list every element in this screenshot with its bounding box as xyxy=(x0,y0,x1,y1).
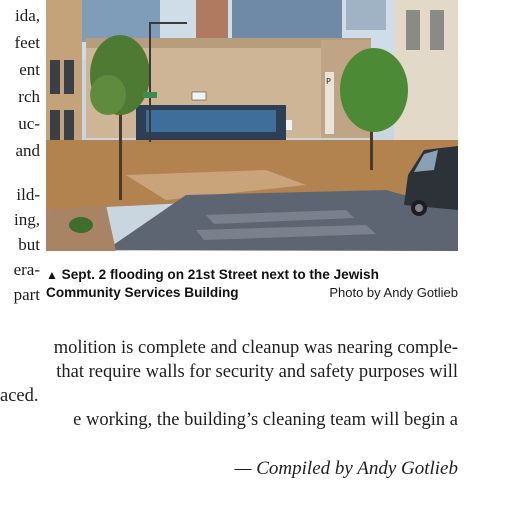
shrub xyxy=(69,217,93,233)
body-line xyxy=(0,336,458,360)
brick-tower xyxy=(196,0,228,40)
entrance-glass xyxy=(146,110,276,132)
distant-building xyxy=(346,0,386,30)
left-text-fragment: ent xyxy=(19,60,40,79)
left-text-fragment: ida, xyxy=(14,6,40,25)
left-text-fragment: uc- xyxy=(18,114,40,133)
body-line xyxy=(0,360,458,384)
glass-tower xyxy=(232,0,342,38)
left-text-fragment: rch xyxy=(18,87,40,106)
street-lamp-pole xyxy=(149,22,151,142)
body-line-text: aced. xyxy=(0,386,39,406)
building-window xyxy=(406,10,420,50)
caption-triangle-icon: ▲ xyxy=(46,268,58,282)
body-line xyxy=(0,384,458,408)
building-window xyxy=(64,60,74,94)
left-text-fragment: feet xyxy=(14,33,40,52)
photo-credit: Photo by Andy Gotlieb xyxy=(329,285,458,300)
banner-letter: P xyxy=(326,77,331,86)
body-line xyxy=(0,408,458,432)
left-text-fragment: but xyxy=(18,235,40,254)
street-sign xyxy=(143,92,157,98)
left-text-fragment: ing, xyxy=(14,210,40,229)
building-window xyxy=(430,10,444,50)
left-text-fragment: ild- xyxy=(16,185,40,204)
building-window xyxy=(64,110,74,140)
tree-canopy xyxy=(90,75,126,115)
car-hubcap xyxy=(415,204,423,212)
street-lamp-arm xyxy=(149,22,187,24)
caption-line-2 xyxy=(46,284,458,301)
building-window xyxy=(50,110,60,140)
flood-photo-illustration xyxy=(46,0,458,251)
caption-text-2: Community Services Building xyxy=(46,285,239,300)
tree-canopy xyxy=(340,48,408,132)
flood-photo xyxy=(46,0,458,251)
body-line-text: that require walls for security and safety purposes will xyxy=(56,362,458,382)
left-column-text xyxy=(0,0,40,310)
article-body xyxy=(0,336,458,432)
photo-caption xyxy=(46,266,458,301)
building-window xyxy=(50,60,60,94)
caption-line-1 xyxy=(46,266,458,284)
byline: — Compiled by Andy Gotlieb xyxy=(234,458,458,479)
left-text-fragment: era- xyxy=(13,260,40,279)
left-text-fragment: and xyxy=(15,141,40,160)
body-line-text: molition is complete and cleanup was nearing comple- xyxy=(53,338,458,358)
traffic-sign xyxy=(192,92,206,100)
caption-text-1: Sept. 2 flooding on 21st Street next to the Jewish xyxy=(61,267,379,282)
body-line-text: e working, the building’s cleaning team will begin a xyxy=(73,410,458,430)
small-sign xyxy=(286,120,292,130)
left-text-fragment: part xyxy=(13,285,40,304)
